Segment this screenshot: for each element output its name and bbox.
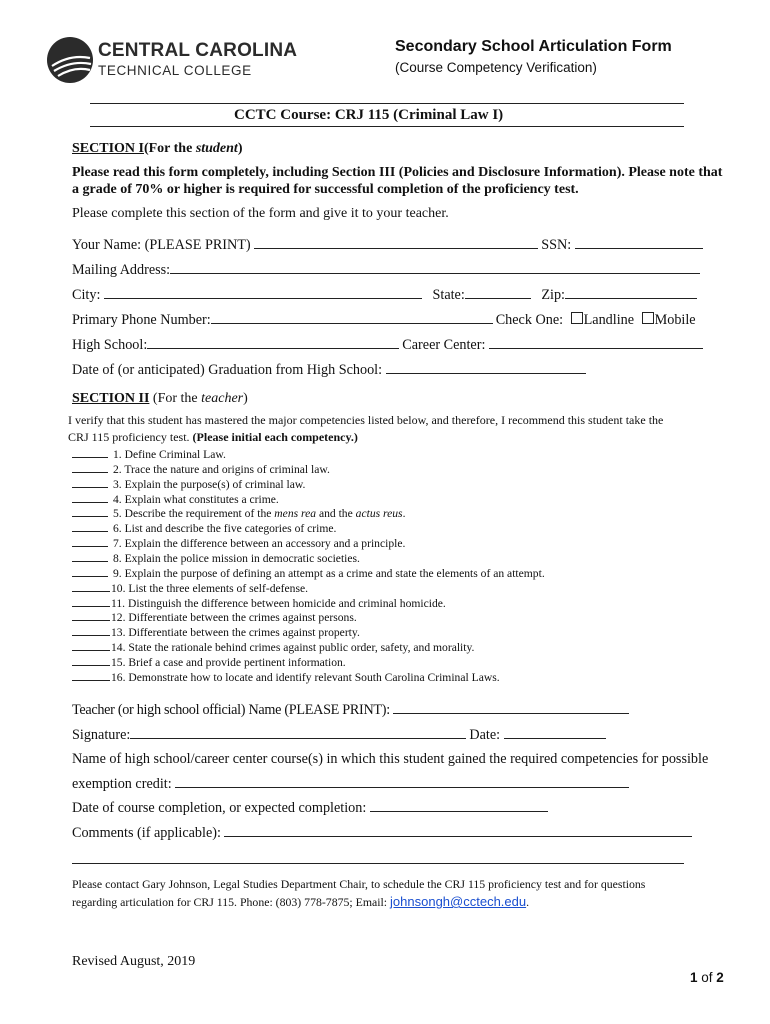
competency-initial-field[interactable] [72, 472, 108, 473]
course-text: Name of high school/career center course(s) in which this student gained the required competencies for possible [72, 751, 709, 767]
competency-text: 9. Explain the purpose of defining an attempt as a crime and state the elements of an attempt. [113, 566, 545, 580]
graduation-row [72, 362, 589, 379]
competency-item [72, 626, 360, 640]
date-label: Date: [469, 727, 501, 743]
course-banner: CCTC Course: CRJ 115 (Criminal Law I) [234, 107, 504, 123]
signature-label: Signature: [72, 727, 131, 743]
graduation-label: Date of (or anticipated) Graduation from High School: [72, 362, 383, 378]
phone-label: Primary Phone Number: [72, 312, 211, 328]
logo-line1: CENTRAL CAROLINA [98, 40, 298, 61]
competency-text: 10. List the three elements of self-defense. [111, 581, 309, 595]
competency-text: 16. Demonstrate how to locate and identify relevant South Carolina Criminal Laws. [111, 670, 500, 684]
state-label: State: [432, 287, 465, 303]
exemption-field[interactable] [175, 787, 629, 788]
comments-field-line2[interactable] [72, 863, 684, 864]
contact-text: Please contact Gary Johnson, Legal Studies Department Chair, to schedule the CRJ 115 proficiency test and for questions [72, 877, 646, 891]
form-title: Secondary School Articulation Form [395, 38, 672, 55]
competency-text: 3. Explain the purpose(s) of criminal law. [113, 477, 306, 491]
email-link[interactable]: johnsongh@cctech.edu [390, 894, 527, 909]
competency-item [72, 582, 308, 596]
competency-initial-field[interactable] [72, 680, 110, 681]
teacher-name-label: Teacher (or high school official) Name (PLEASE PRINT): [72, 702, 390, 718]
competency-item [72, 522, 336, 536]
high-school-field[interactable] [147, 348, 399, 349]
competency-text: 8. Explain the police mission in democratic societies. [113, 551, 360, 565]
high-school-label: High School: [72, 337, 148, 353]
competency-text: 2. Trace the nature and origins of criminal law. [113, 462, 330, 476]
competency-item [72, 448, 226, 462]
competency-text: 11. Distinguish the difference between homicide and criminal homicide. [111, 596, 446, 610]
signature-field[interactable] [130, 738, 466, 739]
name-field[interactable] [254, 248, 538, 249]
phone-field[interactable] [211, 323, 493, 324]
landline-label: Landline [583, 312, 635, 328]
comments-row [72, 825, 695, 842]
exemption-row [72, 776, 632, 793]
competency-initial-field[interactable] [72, 531, 108, 532]
competency-item [72, 507, 405, 521]
competency-text: 14. State the rationale behind crimes against public order, safety, and morality. [111, 641, 475, 655]
teacher-name-row [72, 702, 632, 719]
competency-item [72, 463, 330, 477]
completion-row [72, 800, 551, 817]
mobile-label: Mobile [654, 312, 696, 328]
competency-text: 13. Differentiate between the crimes against property. [111, 626, 360, 640]
competency-item [72, 641, 474, 655]
page-number: 1 of 2 [690, 970, 724, 985]
check-one-label: Check One: [495, 312, 564, 328]
competency-text: 5. Describe the requirement of the mens rea and the actus reus. [113, 507, 406, 521]
competency-item [72, 552, 360, 566]
section1-instructions-bold-2: a grade of 70% or higher is required for successful completion of the proficiency test. [72, 182, 579, 197]
teacher-name-field[interactable] [393, 713, 629, 714]
revised-date: Revised August, 2019 [72, 954, 196, 969]
competency-initial-field[interactable] [72, 606, 110, 607]
career-center-label: Career Center: [402, 337, 486, 353]
competency-initial-field[interactable] [72, 665, 110, 666]
mailing-row [72, 262, 703, 279]
competency-initial-field[interactable] [72, 561, 108, 562]
career-center-field[interactable] [489, 348, 703, 349]
mailing-field[interactable] [170, 273, 700, 274]
state-field[interactable] [465, 298, 531, 299]
name-label: Your Name: (PLEASE PRINT) [72, 237, 251, 253]
logo-mark-icon [46, 36, 94, 84]
zip-field[interactable] [565, 298, 697, 299]
section1-instructions-bold: Please read this form completely, including Section III (Policies and Disclosure Information). Please note that [72, 165, 723, 180]
verify-text-2: CRJ 115 proficiency test. (Please initial each competency.) [68, 430, 358, 444]
exemption-label: exemption credit: [72, 776, 172, 792]
competency-initial-field[interactable] [72, 546, 108, 547]
section2-heading: SECTION II (For the teacher) [72, 391, 248, 406]
ssn-label: SSN: [541, 237, 572, 253]
competency-initial-field[interactable] [72, 650, 110, 651]
mobile-checkbox[interactable] [642, 312, 654, 324]
form-subtitle: (Course Competency Verification) [395, 60, 597, 75]
competency-item [72, 611, 357, 625]
banner-rule-bottom [90, 126, 684, 127]
section1-label: SECTION I [72, 141, 144, 156]
ssn-field[interactable] [575, 248, 703, 249]
competency-item [72, 567, 545, 581]
competency-initial-field[interactable] [72, 457, 108, 458]
competency-text: 12. Differentiate between the crimes against persons. [111, 611, 357, 625]
competency-item [72, 478, 305, 492]
mailing-label: Mailing Address: [72, 262, 171, 278]
completion-label: Date of course completion, or expected completion: [72, 800, 367, 816]
college-logo [46, 36, 296, 86]
school-row [72, 337, 706, 354]
competency-initial-field[interactable] [72, 487, 108, 488]
competency-item [72, 671, 500, 685]
competency-item [72, 656, 346, 670]
phone-row [72, 312, 696, 329]
comments-field[interactable] [224, 836, 692, 837]
competency-initial-field[interactable] [72, 502, 108, 503]
section1-instructions: Please complete this section of the form and give it to your teacher. [72, 206, 449, 221]
competency-initial-field[interactable] [72, 620, 110, 621]
banner-rule-top [90, 103, 684, 104]
competency-item [72, 597, 446, 611]
contact-text-2: regarding articulation for CRJ 115. Phone: (803) 778-7875; Email: johnsongh@cctech.edu. [72, 894, 530, 909]
date-field[interactable] [504, 738, 606, 739]
city-row [72, 287, 700, 304]
competency-initial-field[interactable] [72, 635, 110, 636]
competency-text: 7. Explain the difference between an accessory and a principle. [113, 537, 406, 551]
completion-field[interactable] [370, 811, 548, 812]
section2-label: SECTION II [72, 391, 150, 406]
zip-label: Zip: [541, 287, 565, 303]
city-label: City: [72, 287, 101, 303]
competency-text: 1. Define Criminal Law. [113, 448, 226, 461]
competency-initial-field[interactable] [72, 516, 108, 517]
competency-initial-field[interactable] [72, 576, 108, 577]
competency-item [72, 493, 279, 507]
name-row [72, 237, 706, 254]
comments-label: Comments (if applicable): [72, 825, 221, 841]
landline-checkbox[interactable] [571, 312, 583, 324]
competency-text: 4. Explain what constitutes a crime. [113, 492, 279, 506]
city-field[interactable] [104, 298, 422, 299]
competency-text: 6. List and describe the five categories of crime. [113, 522, 337, 536]
competency-item [72, 537, 405, 551]
competency-initial-field[interactable] [72, 591, 110, 592]
verify-text: I verify that this student has mastered the major competencies listed below, and therefore, I recommend this student take the [68, 413, 664, 427]
section1-heading: SECTION I(For the student) [72, 141, 243, 156]
competency-text: 15. Brief a case and provide pertinent information. [111, 655, 346, 669]
signature-row [72, 727, 609, 744]
logo-line2: TECHNICAL COLLEGE [98, 63, 252, 78]
graduation-field[interactable] [386, 373, 586, 374]
